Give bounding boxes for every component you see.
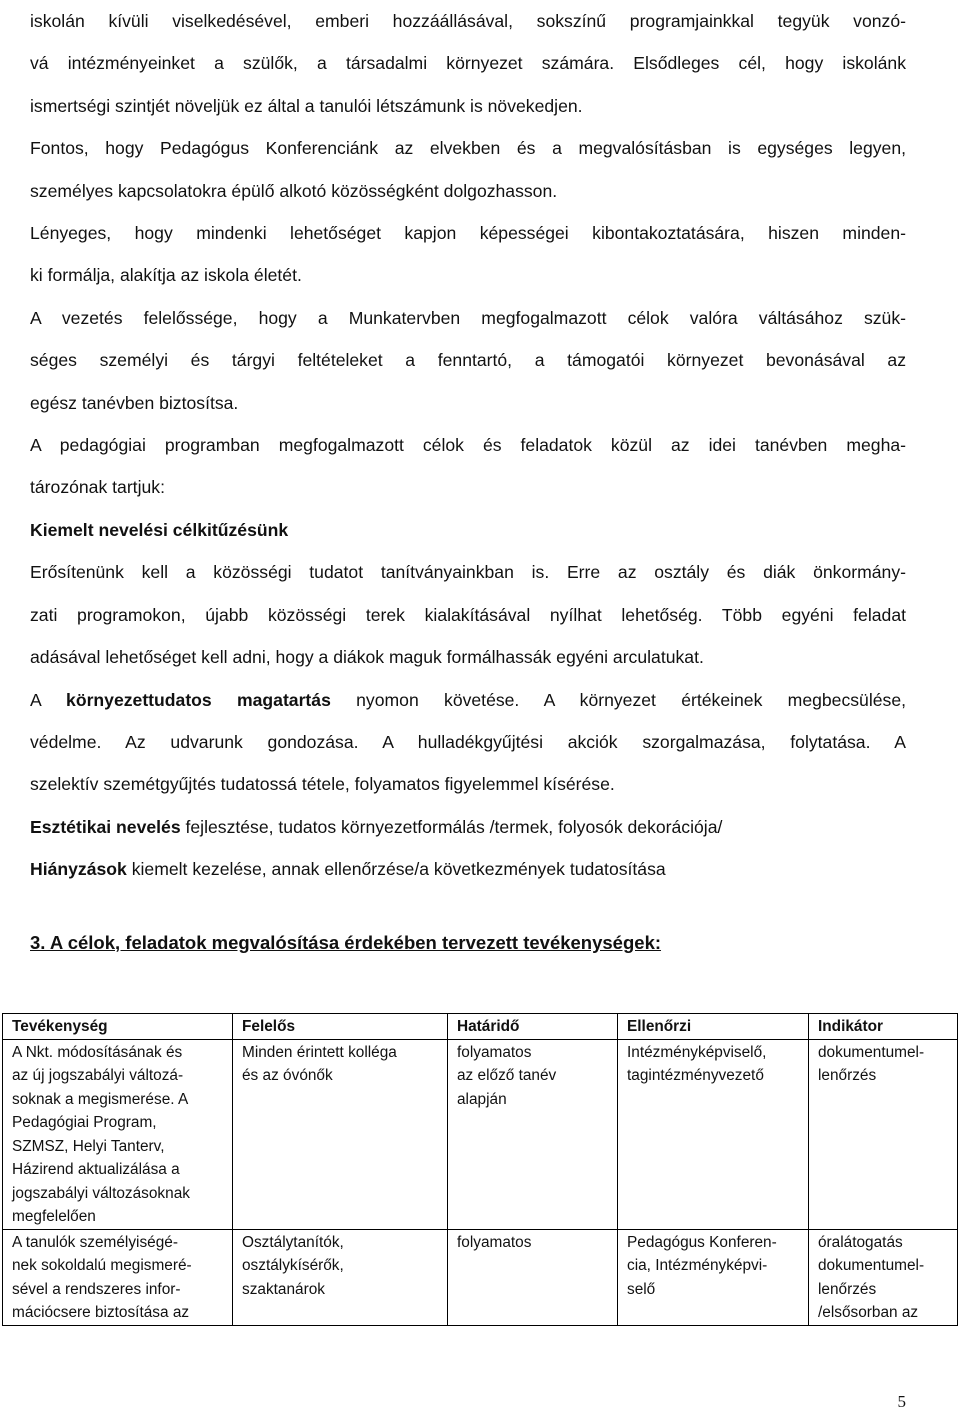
cell-line: dokumentumel-: [818, 1043, 925, 1061]
page-number: 5: [897, 1392, 906, 1411]
section-title: 3. A célok, feladatok megvalósítása érdekében tervezett tevékenységek:: [30, 932, 662, 953]
text-line: adásával lehetőséget kell adni, hogy a diákok maguk formálhassák egyéni arculatukat.: [30, 647, 704, 668]
cell-line: A Nkt. módosításának és: [12, 1043, 183, 1061]
absence-line: [30, 848, 906, 890]
checker-cell: [618, 1229, 809, 1325]
cell-line: sével a rendszeres infor-: [12, 1280, 181, 1298]
responsible-cell: [233, 1039, 448, 1229]
cell-line: és az óvónők: [242, 1067, 333, 1084]
column-header: Ellenőrzi: [618, 1014, 809, 1040]
column-header: Határidő: [448, 1014, 618, 1040]
aesthetic-rest: fejlesztése, tudatos környezetformálás /termek, folyosók dekorációja/: [180, 816, 723, 837]
table-row: [3, 1039, 958, 1229]
document-body: [30, 0, 906, 891]
text-line: védelme. Az udvarunk gondozása. A hulladékgyűjtési akciók szorgalmazása, folytatása. A: [30, 731, 906, 752]
cell-line: tagintézményvezető: [627, 1067, 764, 1084]
responsible-cell: [233, 1229, 448, 1325]
checker-cell: [618, 1039, 809, 1229]
cell-line: SZMSZ, Helyi Tanterv,: [12, 1137, 165, 1155]
table-row: [3, 1229, 958, 1325]
cell-line: Házirend aktualizálása a: [12, 1161, 180, 1178]
cell-line: soknak a megismerése. A: [12, 1090, 189, 1108]
absence-emphasis: Hiányzások: [30, 859, 127, 880]
text-line: ki formálja, alakítja az iskola életét.: [30, 265, 302, 286]
cell-line: folyamatos: [457, 1043, 532, 1061]
text-line: szelektív szemétgyűjtés tudatossá tétele, folyamatos figyelemmel kísérése.: [30, 774, 615, 795]
text-line: A pedagógiai programban megfogalmazott célok és feladatok közül az idei tanévben megha-: [30, 435, 906, 456]
cell-line: osztálykísérők,: [242, 1257, 344, 1274]
text-line: vá intézményeinket a szülők, a társadalmi környezet számára. Elsődleges cél, hogy iskolánk: [30, 53, 906, 74]
env-rest: nyomon követése. A környezet értékeinek megbecsülése,: [330, 689, 907, 710]
cell-line: Minden érintett kollégа: [242, 1043, 397, 1061]
cell-line: szaktanárok: [242, 1280, 325, 1298]
text-line: A vezetés felelőssége, hogy a Munkatervben megfogalmazott célok valóra váltásához szük-: [30, 307, 906, 328]
text-line: tározónak tartjuk:: [30, 477, 165, 498]
cell-line: jogszabályi változásoknak: [12, 1184, 190, 1202]
env-line-1: [30, 679, 906, 721]
activity-cell: [3, 1229, 233, 1325]
indicator-cell: [809, 1039, 958, 1229]
deadline-cell: [448, 1039, 618, 1229]
aesthetic-line: [30, 806, 906, 848]
column-header: Indikátor: [809, 1014, 958, 1040]
text-line: Fontos, hogy Pedagógus Konferenciánk az elvekben és a megvalósításban is egységes legyen,: [30, 138, 906, 159]
text-line: ismertségi szintjét növeljük ez által a tanulói létszámunk is növekedjen.: [30, 95, 583, 116]
activities-table: [2, 1013, 958, 1326]
cell-line: A tanulók személyiségé-: [12, 1233, 178, 1251]
cell-line: dokumentumel-: [818, 1257, 925, 1274]
indicator-cell: [809, 1229, 958, 1325]
cell-line: mációcsere biztosítása az: [12, 1304, 190, 1321]
env-prefix: A: [30, 689, 67, 710]
table-header-row: [3, 1014, 958, 1040]
env-emphasis: környezettudatos magatartás: [66, 689, 331, 710]
absence-rest: kiemelt kezelése, annak ellenőrzése/a következmények tudatosítása: [126, 859, 666, 880]
cell-line: óralátogatás: [818, 1233, 903, 1251]
cell-line: nek sokoldalú megismeré-: [12, 1257, 192, 1274]
cell-line: alapján: [457, 1090, 507, 1108]
cell-line: Intézményképviselő,: [627, 1043, 767, 1061]
column-header: Felelős: [233, 1014, 448, 1040]
cell-line: lenőrzés: [818, 1280, 877, 1298]
deadline-cell: [448, 1229, 618, 1325]
text-line: egész tanévben biztosítsa.: [30, 392, 239, 413]
cell-line: az előző tanév: [457, 1067, 557, 1084]
cell-line: Pedagógus Konferen-: [627, 1233, 777, 1251]
cell-line: folyamatos: [457, 1233, 532, 1251]
cell-line: selő: [627, 1280, 656, 1298]
cell-line: Pedagógiai Program,: [12, 1114, 157, 1131]
text-line: személyes kapcsolatokra épülő alkotó közösségként dolgozhasson.: [30, 180, 558, 201]
cell-line: megfelelően: [12, 1208, 96, 1225]
cell-line: /elsősorban az: [818, 1304, 919, 1321]
cell-line: lenőrzés: [818, 1067, 877, 1084]
text-line: iskolán kívüli viselkedésével, emberi hozzáállásával, sokszínű programjainkkal tegyük vonzó-: [30, 11, 906, 31]
text-line: séges személyi és tárgyi feltételeket a fenntartó, a támogatói környezet bevonásával az: [30, 350, 906, 371]
aesthetic-emphasis: Esztétikai nevelés: [30, 816, 181, 837]
column-header: Tevékenység: [3, 1014, 233, 1040]
text-line: zati programokon, újabb közösségi terek kialakításával nyílhat lehetőség. Több egyéni feladat: [30, 604, 906, 625]
activity-cell: [3, 1039, 233, 1229]
cell-line: Osztálytanítók,: [242, 1233, 344, 1251]
cell-line: az új jogszabályi változá-: [12, 1067, 184, 1084]
text-line: Lényeges, hogy mindenki lehetőséget kapjon képességei kibontakoztatására, hiszen minden-: [30, 223, 906, 244]
cell-line: cia, Intézményképvi-: [627, 1257, 768, 1274]
goal-heading: Kiemelt nevelési célkitűzésünk: [30, 519, 289, 540]
text-line: Erősítenünk kell a közösségi tudatot tanítványainkban is. Erre az osztály és diák önkormány-: [30, 562, 906, 583]
